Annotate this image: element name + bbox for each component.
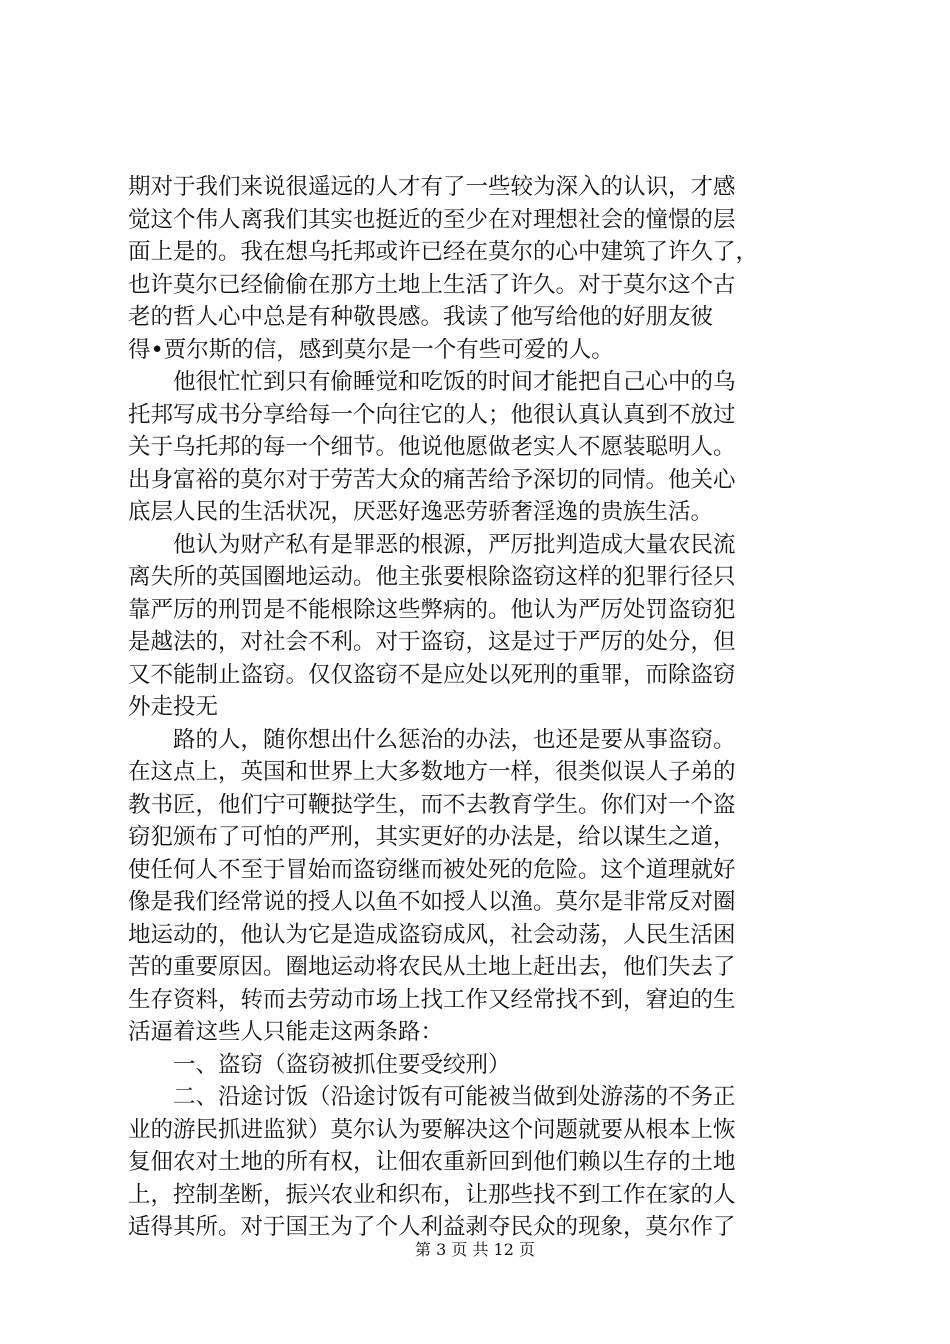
text-line: 离失所的英国圈地运动。他主张要根除盗窃这样的犯罪行径只: [128, 564, 736, 590]
text-line: 复佃农对土地的所有权，让佃农重新回到他们赖以生存的土地: [128, 1149, 736, 1175]
document-body: [128, 171, 828, 1244]
text-line: 面上是的。我在想乌托邦或许已经在莫尔的心中建筑了许久了，: [128, 239, 759, 265]
text-line: 他认为财产私有是罪恶的根源，严厉批判造成大量农民流: [128, 531, 736, 558]
text-line: 底层人民的生活状况，厌恶好逸恶劳骄奢淫逸的贵族生活。: [128, 499, 714, 525]
text-line: 老的哲人心中总是有种敬畏感。我读了他写给他的好朋友彼: [128, 304, 714, 330]
text-line: 业的游民抓进监狱）莫尔认为要解决这个问题就要从根本上恢: [128, 1116, 736, 1143]
text-line: 一、盗窃（盗窃被抓住要受绞刑）: [128, 1051, 511, 1078]
text-line: 活逼着这些人只能走这两条路：: [128, 1019, 444, 1045]
text-line: 地运动的，他认为它是造成盗窃成风，社会动荡，人民生活困: [128, 921, 736, 948]
text-line: 苦的重要原因。圈地运动将农民从土地上赶出去，他们失去了: [128, 954, 736, 980]
text-line: 二、沿途讨饭（沿途讨饭有可能被当做到处游荡的不务正: [128, 1084, 736, 1110]
text-line: 像是我们经常说的授人以鱼不如授人以渔。莫尔是非常反对圈: [128, 889, 736, 915]
text-line: 是越法的，对社会不利。对于盗窃，这是过于严厉的处分，但: [128, 629, 736, 655]
text-line: 使任何人不至于冒始而盗窃继而被处死的危险。这个道理就好: [128, 856, 736, 883]
text-line: 上，控制垄断，振兴农业和织布，让那些找不到工作在家的人: [128, 1181, 736, 1208]
text-line: 他很忙忙到只有偷睡觉和吃饭的时间才能把自己心中的乌: [128, 369, 736, 395]
text-line: 觉这个伟人离我们其实也挺近的至少在对理想社会的憧憬的层: [128, 206, 736, 233]
text-line: 得•贾尔斯的信，感到莫尔是一个有些可爱的人。: [128, 336, 614, 363]
text-line: 关于乌托邦的每一个细节。他说他愿做老实人不愿装聪明人。: [128, 434, 736, 460]
text-line: 也许莫尔已经偷偷在那方土地上生活了许久。对于莫尔这个古: [128, 271, 736, 298]
text-line: 在这点上，英国和世界上大多数地方一样，很类似误人子弟的: [128, 759, 736, 785]
text-line: 又不能制止盗窃。仅仅盗窃不是应处以死刑的重罪，而除盗窃: [128, 661, 736, 688]
text-line: 教书匠，他们宁可鞭挞学生，而不去教育学生。你们对一个盗: [128, 791, 736, 818]
text-line: 路的人，随你想出什么惩治的办法，也还是要从事盗窃。: [128, 726, 736, 753]
text-line: 外走投无: [128, 694, 219, 720]
text-line: 适得其所。对于国王为了个人利益剥夺民众的现象，莫尔作了: [128, 1214, 736, 1240]
text-line: 窃犯颁布了可怕的严刑，其实更好的办法是，给以谋生之道，: [128, 824, 736, 850]
text-line: 靠严厉的刑罚是不能根除这些弊病的。他认为严厉处罚盗窃犯: [128, 596, 736, 623]
text-line: 生存资料，转而去劳动市场上找工作又经常找不到，窘迫的生: [128, 986, 736, 1013]
page-number-footer: 第 3 页 共 12 页: [415, 1240, 535, 1259]
text-line: 托邦写成书分享给每一个向往它的人；他很认真认真到不放过: [128, 401, 736, 428]
text-line: 出身富裕的莫尔对于劳苦大众的痛苦给予深切的同情。他关心: [128, 466, 736, 493]
text-line: 期对于我们来说很遥远的人才有了一些较为深入的认识，才感: [128, 174, 736, 200]
